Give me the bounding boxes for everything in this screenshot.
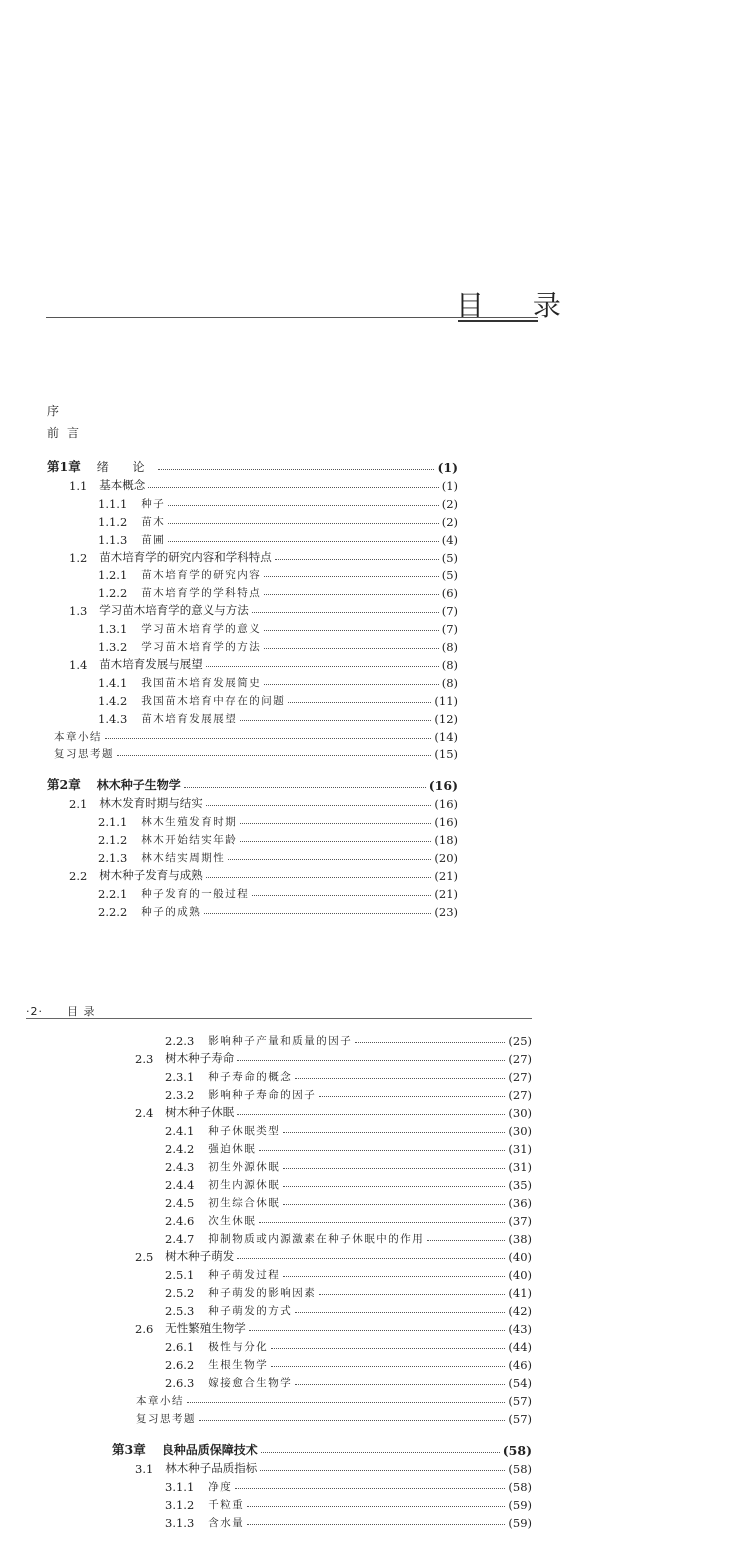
toc-entry-title: 林木生殖发育时期 — [141, 816, 238, 829]
toc-entry-page: (5) — [441, 568, 458, 583]
toc-leader-dots — [275, 559, 439, 560]
toc-entry-2.3.1[interactable] — [165, 1067, 532, 1084]
toc-entry-page: (2) — [441, 496, 458, 511]
toc-entry-number: 2.4.1 — [165, 1124, 195, 1138]
toc-leader-dots — [259, 1150, 505, 1151]
toc-entry-2.5[interactable] — [135, 1247, 532, 1264]
toc-entry-title: 本章小结 — [136, 1395, 184, 1407]
toc-entry-page: (1) — [437, 460, 458, 475]
toc-entry-title: 苗圃 — [141, 533, 166, 546]
toc-entry-title: 千粒重 — [208, 1499, 245, 1511]
toc-entry-2.2.2[interactable] — [98, 902, 458, 919]
toc-entry-page: (41) — [508, 1286, 532, 1300]
title-rule — [46, 317, 538, 318]
header-section-title: 目 录 — [67, 1005, 96, 1018]
toc-leader-dots — [247, 1506, 505, 1507]
toc-entry-title: 苗木培育学的学科特点 — [141, 587, 262, 600]
toc-entry-title: 种子萌发过程 — [208, 1269, 281, 1281]
toc-entry-page: (59) — [508, 1498, 532, 1512]
toc-leader-dots — [271, 1348, 505, 1349]
toc-entry-number: 2.5 — [135, 1250, 154, 1264]
toc-entry-2.4.4[interactable] — [165, 1175, 532, 1192]
toc-entry-title: 林木结实周期性 — [141, 851, 226, 864]
toc-entry-page: (57) — [508, 1394, 532, 1408]
toc-entry-title: 复习思考题 — [136, 1413, 196, 1425]
toc-entry-2.1.3[interactable] — [98, 848, 458, 865]
toc-title: 目 录 — [456, 289, 581, 322]
toc-leader-dots — [355, 1042, 505, 1043]
toc-leader-dots — [206, 805, 432, 806]
toc-entry-title: 树木种子萌发 — [165, 1249, 235, 1263]
toc-entry-2.6[interactable] — [135, 1319, 532, 1336]
toc-leader-dots — [206, 666, 439, 667]
toc-entry-3.1.1[interactable] — [165, 1477, 532, 1494]
toc-entry-number: 1.4 — [69, 657, 88, 672]
toc-entry-page: (44) — [508, 1340, 532, 1354]
header-rule — [26, 1018, 532, 1019]
toc-entry-number: 2.1.3 — [98, 850, 128, 865]
toc-entry-number: 1.3 — [69, 604, 88, 619]
toc-entry-title: 种子寿命的概念 — [208, 1071, 293, 1083]
toc-leader-dots — [264, 594, 438, 595]
toc-entry-page: (21) — [434, 868, 458, 883]
toc-entry-title: 我国苗木培育发展简史 — [141, 676, 262, 689]
toc-leader-dots — [168, 523, 438, 524]
toc-entry-number: 第2章 — [47, 777, 81, 793]
toc-leader-dots — [168, 541, 438, 542]
toc-entry-3.1[interactable] — [135, 1459, 532, 1476]
toc-entry-2.3[interactable] — [135, 1049, 532, 1066]
toc-entry-title: 基本概念 — [99, 477, 146, 492]
toc-entry-page: (25) — [508, 1034, 532, 1048]
toc-entry-1.4.1[interactable] — [98, 673, 458, 690]
toc-leader-dots — [105, 738, 431, 739]
toc-leader-dots — [427, 1240, 505, 1241]
toc-leader-dots — [271, 1366, 505, 1367]
toc-entry-title: 苗木培育学的研究内容和学科特点 — [99, 549, 272, 564]
toc-leader-dots — [264, 576, 438, 577]
toc-entry-number: 2.5.3 — [165, 1304, 195, 1318]
toc-entry-number: 2.3 — [135, 1052, 154, 1066]
toc-entry-1.2[interactable] — [69, 548, 458, 565]
toc-leader-dots — [283, 1186, 505, 1187]
toc-entry-page: (15) — [434, 747, 458, 762]
toc-entry-2[interactable] — [47, 776, 458, 793]
toc-leader-dots — [158, 469, 435, 470]
toc-leader-dots — [295, 1078, 505, 1079]
toc-entry-number: 2.6 — [135, 1322, 154, 1336]
toc-entry-number: 1.2.1 — [98, 568, 128, 583]
toc-leader-dots — [249, 1330, 506, 1331]
toc-entry-title: 无性繁殖生物学 — [165, 1321, 246, 1335]
toc-entry-page: (16) — [428, 778, 458, 794]
toc-leader-dots — [204, 913, 431, 914]
toc-entry-title: 种子休眠类型 — [208, 1125, 281, 1137]
toc-entry-title: 良种品质保障技术 — [161, 1443, 258, 1457]
toc-entry-number: 2.3.2 — [165, 1088, 195, 1102]
toc-entry-title: 林木开始结实年龄 — [141, 834, 238, 846]
toc-entry-number: 1.1.3 — [98, 532, 128, 547]
toc-entry-title: 影响种子产量和质量的因子 — [208, 1035, 353, 1047]
toc-entry-1.2.1[interactable] — [98, 565, 458, 582]
toc-entry-title: 初生外源休眠 — [208, 1161, 281, 1173]
toc-leader-dots — [259, 1222, 505, 1223]
toc-entry-page: (11) — [434, 693, 458, 708]
toc-entry-page: (21) — [434, 886, 458, 901]
toc-entry-1.1.1[interactable] — [98, 494, 458, 511]
toc-leader-dots — [260, 1470, 505, 1471]
toc-entry-page: (4) — [441, 532, 458, 547]
toc-entry-2.3.2[interactable] — [165, 1085, 532, 1102]
toc-entry-page: (40) — [508, 1250, 532, 1264]
toc-leader-dots — [237, 1060, 505, 1061]
toc-leader-dots — [237, 1258, 505, 1259]
toc-entry-number: 2.5.1 — [165, 1268, 195, 1282]
toc-entry-1.4.3[interactable] — [98, 709, 458, 726]
toc-entry-number: 第3章 — [112, 1442, 146, 1457]
toc-entry-2.6.3[interactable] — [165, 1373, 532, 1390]
toc-entry-page: (46) — [508, 1358, 532, 1372]
toc-entry-page: (27) — [508, 1070, 532, 1084]
toc-entry-1.1.2[interactable] — [98, 512, 458, 529]
toc-entry-page: (23) — [434, 904, 458, 919]
toc-entry-number: 1.2.2 — [98, 586, 128, 601]
toc-entry-title: 学习苗木培育学的意义 — [141, 623, 262, 636]
toc-entry-number: 2.1.2 — [98, 833, 128, 847]
toc-entry-3[interactable] — [112, 1441, 532, 1458]
toc-entry-number: 2.5.2 — [165, 1286, 195, 1300]
toc-entry-2.1[interactable] — [69, 794, 458, 811]
toc-leader-dots — [187, 1402, 505, 1403]
toc-entry-number: 1.1.1 — [98, 496, 128, 511]
toc-entry-number: 1.4.3 — [98, 711, 128, 726]
toc-entry-number: 1.3.1 — [98, 622, 128, 637]
toc-entry-title: 初生综合休眠 — [208, 1197, 281, 1209]
toc-leader-dots — [283, 1168, 505, 1169]
toc-entry-title: 抑制物质或内源激素在种子休眠中的作用 — [208, 1233, 425, 1245]
toc-entry-title: 苗木培育发展与展望 — [99, 656, 203, 671]
toc-leader-dots — [261, 1452, 500, 1453]
toc-leader-dots — [235, 1488, 505, 1489]
toc-entry-title: 极性与分化 — [208, 1341, 269, 1353]
toc-entry-title: 种子的成熟 — [141, 905, 202, 918]
toc-entry-title: 种子发育的一般过程 — [141, 887, 250, 900]
toc-leader-dots — [184, 787, 426, 788]
toc-entry-page: (57) — [508, 1412, 532, 1426]
toc-entry-page: (58) — [502, 1443, 532, 1458]
toc-entry-title: 苗木 — [141, 515, 166, 528]
toc-leader-dots — [283, 1132, 505, 1133]
toc-entry-2.4[interactable] — [135, 1103, 532, 1120]
toc-entry-1.4.2[interactable] — [98, 691, 458, 708]
toc-entry-number: 2.4.4 — [165, 1178, 195, 1192]
toc-entry-title: 种子萌发的方式 — [208, 1305, 293, 1317]
toc-entry-2.6.1[interactable] — [165, 1337, 532, 1354]
toc-entry-page: (36) — [508, 1196, 532, 1210]
toc-leader-dots — [240, 823, 431, 824]
toc-entry-number: 2.4 — [135, 1106, 154, 1120]
toc-entry-page: (1) — [441, 478, 458, 493]
toc-entry-number: 2.4.5 — [165, 1196, 195, 1210]
toc-entry-title: 林木种子生物学 — [96, 778, 181, 793]
toc-leader-dots — [117, 755, 431, 756]
toc-entry-2.5.1[interactable] — [165, 1265, 532, 1282]
toc-entry-page: (54) — [508, 1376, 532, 1390]
toc-entry-number: 2.4.2 — [165, 1142, 195, 1156]
toc-entry-title: 强迫休眠 — [208, 1143, 257, 1155]
toc-leader-dots — [319, 1096, 505, 1097]
toc-entry-number: 2.6.1 — [165, 1340, 195, 1354]
toc-leader-dots — [240, 841, 431, 842]
toc-leader-dots — [199, 1420, 505, 1421]
toc-entry-title: 种子 — [141, 497, 166, 510]
toc-entry-page: (14) — [434, 729, 458, 744]
toc-entry-2.2[interactable] — [69, 866, 458, 883]
toc-leader-dots — [252, 895, 431, 896]
toc-entry-number: 第1章 — [47, 459, 81, 474]
toc-entry-number: 3.1.1 — [165, 1480, 195, 1494]
toc-entry-2.4.3[interactable] — [165, 1157, 532, 1174]
toc-entry-number: 2.1.1 — [98, 815, 128, 830]
toc-entry-misc[interactable] — [136, 1391, 532, 1408]
toc-leader-dots — [252, 612, 439, 613]
toc-leader-dots — [295, 1312, 505, 1313]
toc-entry-misc[interactable] — [136, 1409, 532, 1426]
toc-entry-1.1[interactable] — [69, 476, 458, 493]
toc-entry-misc[interactable] — [54, 744, 458, 761]
toc-entry-page: (38) — [508, 1232, 532, 1246]
toc-entry-page: (37) — [508, 1214, 532, 1228]
toc-entry-number: 3.1.2 — [165, 1498, 195, 1512]
toc-entry-page: (16) — [434, 797, 458, 812]
front-matter-foreword[interactable]: 前言 — [47, 426, 88, 440]
toc-entry-title: 净度 — [208, 1481, 233, 1493]
toc-leader-dots — [206, 877, 432, 878]
toc-entry-number: 3.1.3 — [165, 1516, 195, 1530]
toc-entry-page: (27) — [508, 1052, 532, 1066]
toc-entry-title: 影响种子寿命的因子 — [208, 1089, 317, 1101]
toc-entry-page: (59) — [508, 1516, 532, 1530]
toc-leader-dots — [264, 684, 438, 685]
toc-entry-number: 1.4.1 — [98, 675, 128, 690]
toc-leader-dots — [295, 1384, 505, 1385]
front-matter-preface[interactable]: 序 — [47, 404, 68, 418]
toc-entry-page: (40) — [508, 1268, 532, 1282]
toc-entry-title: 学习苗木培育学的方法 — [141, 641, 262, 653]
toc-leader-dots — [283, 1204, 505, 1205]
toc-entry-title: 树木种子寿命 — [165, 1051, 235, 1065]
toc-entry-page: (7) — [441, 622, 458, 637]
toc-entry-title: 复习思考题 — [54, 748, 114, 761]
toc-entry-title: 本章小结 — [54, 730, 102, 743]
toc-entry-1.3.2[interactable] — [98, 637, 458, 654]
toc-entry-page: (8) — [441, 640, 458, 654]
toc-entry-number: 1.4.2 — [98, 693, 128, 708]
toc-entry-title: 生根生物学 — [208, 1359, 269, 1371]
toc-leader-dots — [288, 702, 431, 703]
toc-entry-title: 树木种子发育与成熟 — [99, 867, 203, 882]
toc-entry-title: 绪 论 — [96, 460, 155, 474]
toc-entry-misc[interactable] — [54, 727, 458, 744]
toc-entry-2.1.1[interactable] — [98, 812, 458, 829]
toc-entry-2.5.2[interactable] — [165, 1283, 532, 1300]
toc-entry-number: 2.4.7 — [165, 1232, 195, 1246]
toc-entry-number: 2.2.3 — [165, 1034, 195, 1048]
toc-entry-page: (16) — [434, 815, 458, 830]
toc-entry-title: 嫁接愈合生物学 — [208, 1377, 293, 1389]
toc-entry-2.4.7[interactable] — [165, 1229, 532, 1246]
toc-entry-2.4.5[interactable] — [165, 1193, 532, 1210]
toc-entry-page: (35) — [508, 1178, 532, 1192]
toc-entry-1.3[interactable] — [69, 601, 458, 618]
toc-entry-number: 2.4.3 — [165, 1160, 195, 1174]
toc-entry-page: (7) — [441, 604, 458, 619]
toc-entry-number: 1.2 — [69, 550, 88, 565]
toc-entry-number: 3.1 — [135, 1462, 154, 1476]
toc-entry-title: 初生内源休眠 — [208, 1179, 281, 1191]
toc-entry-2.4.1[interactable] — [165, 1121, 532, 1138]
toc-entry-2.5.3[interactable] — [165, 1301, 532, 1318]
page-header — [26, 1003, 96, 1019]
page-number: ·2· — [26, 1005, 43, 1018]
toc-entry-page: (30) — [508, 1124, 532, 1138]
toc-entry-1.3.1[interactable] — [98, 619, 458, 636]
toc-entry-1.4[interactable] — [69, 655, 458, 672]
toc-leader-dots — [228, 859, 431, 860]
toc-entry-title: 学习苗木培育学的意义与方法 — [99, 603, 249, 618]
toc-entry-2.4.2[interactable] — [165, 1139, 532, 1156]
toc-entry-title: 苗木培育发展展望 — [141, 712, 238, 725]
title-underline — [458, 320, 538, 322]
toc-entry-title: 含水量 — [208, 1517, 245, 1529]
toc-entry-number: 2.6.2 — [165, 1358, 195, 1372]
toc-entry-page: (8) — [441, 675, 458, 690]
toc-entry-page: (8) — [441, 657, 458, 672]
toc-entry-page: (58) — [508, 1480, 532, 1494]
toc-entry-number: 2.4.6 — [165, 1214, 195, 1228]
toc-entry-title: 林木种子品质指标 — [165, 1461, 258, 1475]
toc-entry-number: 2.2.2 — [98, 904, 128, 919]
toc-entry-number: 2.6.3 — [165, 1376, 195, 1390]
toc-entry-page: (6) — [441, 586, 458, 601]
toc-entry-title: 林木发育时期与结实 — [99, 796, 203, 811]
toc-entry-number: 1.1 — [69, 478, 88, 493]
toc-entry-page: (12) — [434, 711, 458, 726]
toc-entry-number: 2.2.1 — [98, 886, 128, 901]
toc-entry-page: (31) — [508, 1160, 532, 1174]
toc-leader-dots — [247, 1524, 505, 1525]
toc-entry-page: (43) — [508, 1322, 532, 1336]
toc-entry-2.2.1[interactable] — [98, 884, 458, 901]
toc-entry-number: 1.3.2 — [98, 640, 128, 654]
toc-entry-page: (58) — [508, 1462, 532, 1476]
toc-leader-dots — [237, 1114, 505, 1115]
toc-entry-number: 1.1.2 — [98, 514, 128, 529]
toc-entry-2.4.6[interactable] — [165, 1211, 532, 1228]
toc-entry-title: 我国苗木培育中存在的问题 — [141, 694, 286, 707]
toc-entry-page: (27) — [508, 1088, 532, 1102]
toc-leader-dots — [264, 630, 438, 631]
toc-entry-title: 树木种子休眠 — [165, 1105, 235, 1119]
toc-entry-3.1.2[interactable] — [165, 1495, 532, 1512]
toc-entry-title: 苗木培育学的研究内容 — [141, 569, 262, 582]
toc-entry-page: (18) — [434, 833, 458, 847]
toc-leader-dots — [283, 1276, 505, 1277]
toc-leader-dots — [319, 1294, 505, 1295]
toc-entry-page: (20) — [434, 850, 458, 865]
toc-entry-page: (30) — [508, 1106, 532, 1120]
toc-entry-page: (5) — [441, 550, 458, 565]
toc-leader-dots — [240, 720, 431, 721]
toc-entry-1[interactable] — [47, 458, 458, 475]
toc-entry-number: 2.2 — [69, 868, 88, 883]
toc-leader-dots — [168, 505, 438, 506]
toc-entry-1.1.3[interactable] — [98, 530, 458, 547]
toc-leader-dots — [264, 648, 438, 649]
toc-entry-page: (31) — [508, 1142, 532, 1156]
toc-entry-page: (2) — [441, 514, 458, 529]
toc-entry-title: 次生休眠 — [208, 1215, 257, 1227]
toc-entry-number: 2.3.1 — [165, 1070, 195, 1084]
toc-entry-number: 2.1 — [69, 797, 88, 812]
toc-entry-title: 种子萌发的影响因素 — [208, 1287, 317, 1299]
toc-entry-page: (42) — [508, 1304, 532, 1318]
toc-leader-dots — [148, 487, 438, 488]
toc-entry-1.2.2[interactable] — [98, 583, 458, 600]
toc-entry-2.1.2[interactable] — [98, 830, 458, 847]
toc-entry-3.1.3[interactable] — [165, 1513, 532, 1530]
toc-entry-2.6.2[interactable] — [165, 1355, 532, 1372]
toc-entry-2.2.3[interactable] — [165, 1031, 532, 1048]
